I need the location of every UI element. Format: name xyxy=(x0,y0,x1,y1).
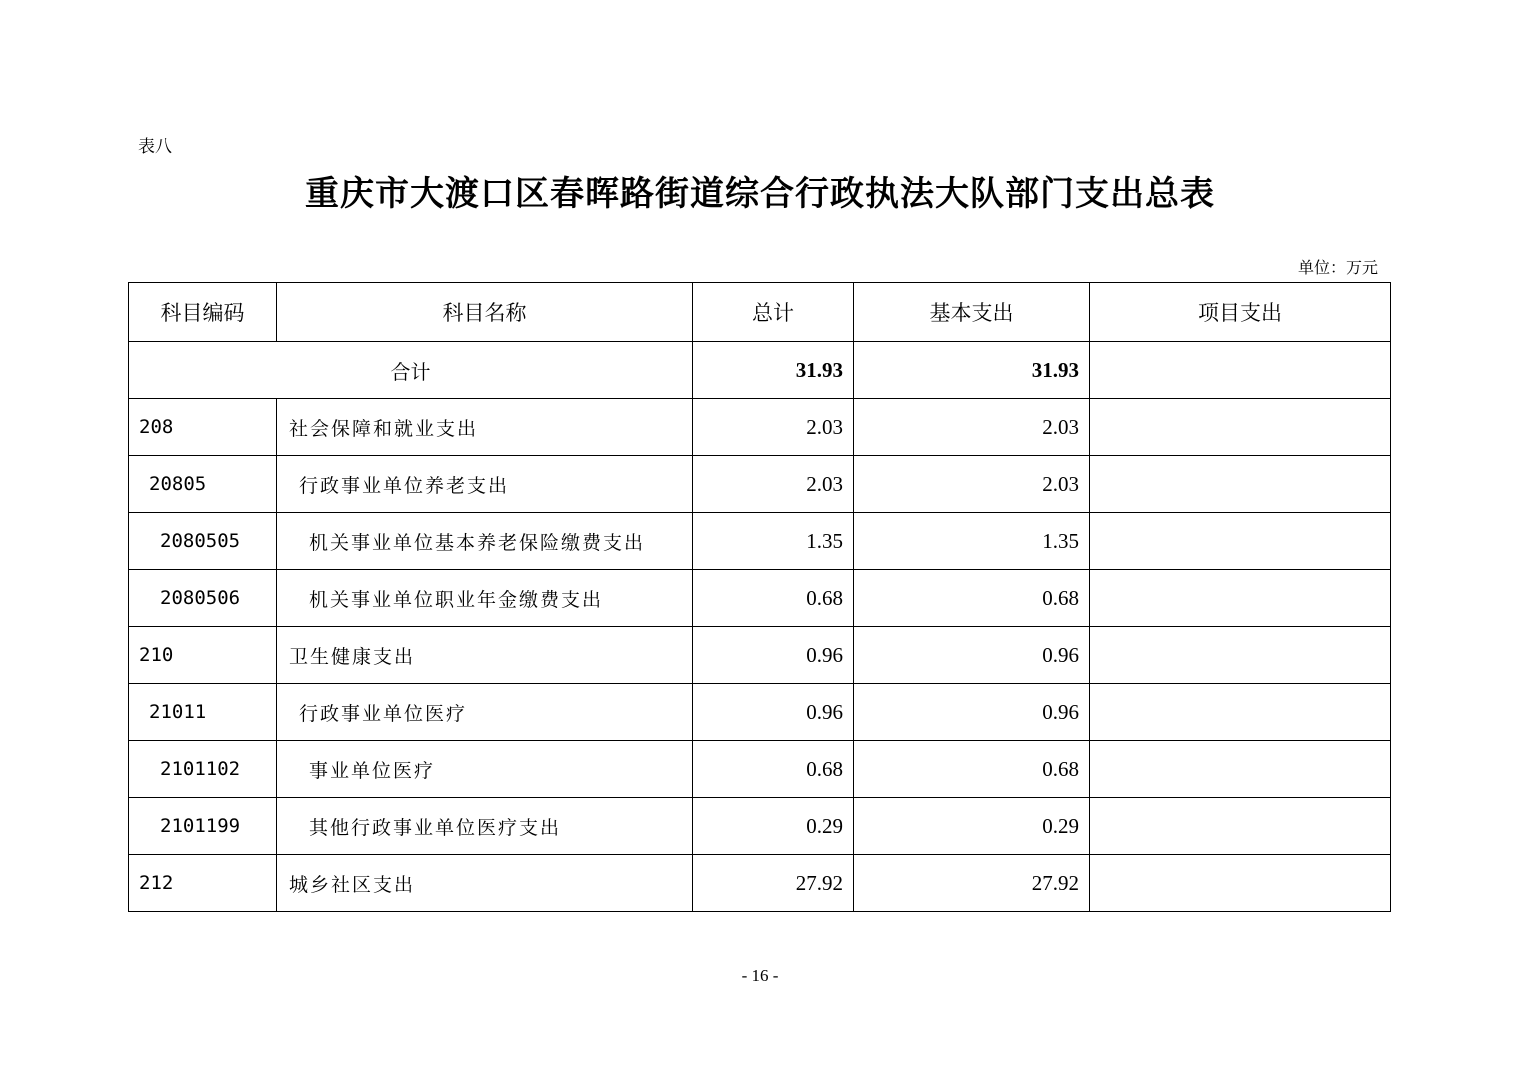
page-title: 重庆市大渡口区春晖路街道综合行政执法大队部门支出总表 xyxy=(305,174,1215,214)
row-total: 2.03 xyxy=(693,399,854,456)
header-total: 总计 xyxy=(693,283,854,342)
row-name: 其他行政事业单位医疗支出 xyxy=(277,798,693,855)
row-code: 2101102 xyxy=(129,741,277,798)
row-name: 城乡社区支出 xyxy=(277,855,693,912)
row-total: 0.68 xyxy=(693,741,854,798)
row-code: 2080506 xyxy=(129,570,277,627)
row-project xyxy=(1090,570,1391,627)
header-code: 科目编码 xyxy=(129,283,277,342)
expenditure-table xyxy=(128,282,1391,912)
row-code: 208 xyxy=(129,399,277,456)
table-row xyxy=(129,513,1391,570)
row-basic: 1.35 xyxy=(854,513,1090,570)
row-project xyxy=(1090,513,1391,570)
row-name: 卫生健康支出 xyxy=(277,627,693,684)
table-number-label: 表八 xyxy=(138,137,172,157)
row-project xyxy=(1090,456,1391,513)
row-code: 21011 xyxy=(129,684,277,741)
row-total: 1.35 xyxy=(693,513,854,570)
table-row xyxy=(129,456,1391,513)
row-total: 0.96 xyxy=(693,684,854,741)
row-basic: 0.96 xyxy=(854,627,1090,684)
row-name: 社会保障和就业支出 xyxy=(277,399,693,456)
row-project xyxy=(1090,399,1391,456)
table-row xyxy=(129,855,1391,912)
unit-label: 单位：万元 xyxy=(1297,258,1378,277)
row-name: 行政事业单位养老支出 xyxy=(277,456,693,513)
row-project xyxy=(1090,798,1391,855)
table-row xyxy=(129,741,1391,798)
total-basic: 31.93 xyxy=(854,342,1090,399)
row-code: 20805 xyxy=(129,456,277,513)
row-basic: 27.92 xyxy=(854,855,1090,912)
row-project xyxy=(1090,855,1391,912)
row-project xyxy=(1090,684,1391,741)
row-basic: 0.68 xyxy=(854,741,1090,798)
table-row xyxy=(129,684,1391,741)
row-basic: 0.96 xyxy=(854,684,1090,741)
row-total: 2.03 xyxy=(693,456,854,513)
page-number: - 16 - xyxy=(741,966,779,985)
row-total: 0.96 xyxy=(693,627,854,684)
row-total: 27.92 xyxy=(693,855,854,912)
table-row xyxy=(129,627,1391,684)
total-project xyxy=(1090,342,1391,399)
row-code: 2101199 xyxy=(129,798,277,855)
total-row xyxy=(129,342,1391,399)
row-basic: 0.68 xyxy=(854,570,1090,627)
header-project: 项目支出 xyxy=(1090,283,1391,342)
row-name: 机关事业单位基本养老保险缴费支出 xyxy=(277,513,693,570)
table-header-row xyxy=(129,283,1391,342)
row-project xyxy=(1090,741,1391,798)
table-row xyxy=(129,399,1391,456)
row-code: 210 xyxy=(129,627,277,684)
header-basic: 基本支出 xyxy=(854,283,1090,342)
row-basic: 0.29 xyxy=(854,798,1090,855)
row-project xyxy=(1090,627,1391,684)
row-name: 机关事业单位职业年金缴费支出 xyxy=(277,570,693,627)
header-name: 科目名称 xyxy=(277,283,693,342)
row-total: 0.29 xyxy=(693,798,854,855)
row-basic: 2.03 xyxy=(854,456,1090,513)
table-row xyxy=(129,570,1391,627)
total-label: 合计 xyxy=(129,342,693,399)
table-row xyxy=(129,798,1391,855)
row-total: 0.68 xyxy=(693,570,854,627)
total-amount: 31.93 xyxy=(693,342,854,399)
row-name: 事业单位医疗 xyxy=(277,741,693,798)
row-code: 2080505 xyxy=(129,513,277,570)
row-basic: 2.03 xyxy=(854,399,1090,456)
row-name: 行政事业单位医疗 xyxy=(277,684,693,741)
row-code: 212 xyxy=(129,855,277,912)
